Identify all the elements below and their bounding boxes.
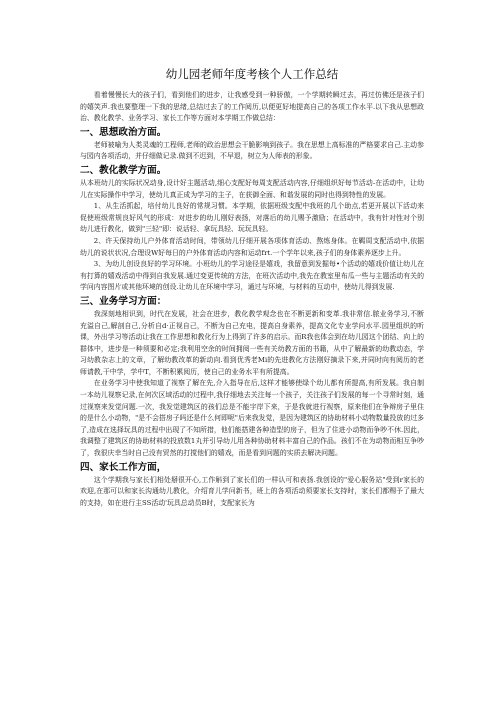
section-study-paragraph: 我深刻地相识到，时代在发展，社会在进步，教化教学观念也在不断更新和变革.我非常信.脓业务学习,不断充溢自己,解剖自己,分析自d·正视自己，不断为自己充电，提高自身素养，提高文化专业学问水平.园里组织的听课，外出学习等活动让我在工作思想和教化行为上得到了许多的启示。而R我也体会到在幼儿园这个团结、向上的群体中，进步是一种须要和必定;我利用空余的时间拥阅一些有关幼教方面的书籍，从中了解最新的幼教动态，学习幼教杂志上的文章，了解幼教改革的新动向.看到优秀老Mi的先进教化方法刚好摘录下来,并同时向有阅历的老师请教,干中学，学中T，不断积累阅历，使自己的业务水平有所提高。	[80, 309, 424, 376]
section-teaching-paragraph: 3、为幼儿创设良好的学习环境。小班幼儿的学习途径是嬉戏，我留意到发掘每•个活动的嬉戏价值让幼儿在有打算的嬉戏活动中得到自我发展.通过变更传统的方法，在班次活动中,我先在教室里布瓜一些与主题活动有关的学问内容图片或其他环境的创设.让幼儿在环境中学习，通过与环境，与材料的互动中，使幼儿得到发展.	[80, 260, 424, 292]
section-teaching-paragraph: 2、许天保持幼儿户外体育活动时间，带领幼儿仔细开展各项体育活动、熬炼身体。在羁周支配活动中,依据幼儿的说状状况,合理设W好每日的户外体育活动内容和运动frt.一个学年以来,孩子们的身体素养逐步上升。	[80, 236, 424, 257]
section-heading-study: 三、业务学习方面：	[80, 295, 167, 307]
section-teaching-paragraph: 从本班幼儿的实际状况动身,设计好主题活动,细心支配好每周支配活动内容,仔细组织好每节活动-在活动中，让幼儿在实际操作中学习，使幼儿真正成为学习的主子，在获御全面、和谐发展的同时也得到特性的发展。	[80, 178, 424, 199]
section-heading-parents: 四、家长工作方面，	[80, 461, 167, 473]
section-teaching-paragraph: 1、从生活抓起，培付幼儿良好的常规习惯。本学期，依据班级支配中我班的几个助点,若更开展以下活动来促使班级常规良好风气的形成：对进步的幼儿刚好表扬，对落后的幼儿赐予激励；在活动中，我有针对性对个别幼儿进行教化，做到"三轻"即：说话轻、拿玩具轻、玩玩具轻。	[80, 202, 424, 234]
section-heading-teaching: 二、教化教学方面。	[80, 164, 167, 176]
intro-paragraph: 看着慢慢长大的孩子们，看到他们的进步，让我感受到一种骄傲，一个学期转瞬过去，再过仿佛还是孩子们的嬉笑声.我也要整理一下我的思绪,总结过去了的工作阅历,以便更好地提高自己的各项工作水平.以下我从思想政治、教化教学、业务学习、家长工作等方面对本学期工作做总结：	[80, 91, 424, 123]
section-parents-paragraph: 这个学期我与家长们相处掰很开心,工作斛到了家长们的一样认可和表扬.我创设的"爱心服务站"受到r家长的欢迎,在那可以和家长沟通幼儿教化，介绍育儿学问新书，班上的各项活动须要家长支持时，家长们都赐予了最大的支持，如在进行主SS活动'玩具总动员B时，支配家长为	[80, 475, 424, 507]
document-title: 幼儿园老师年度考核个人工作总结	[165, 67, 339, 81]
section-study-paragraph: 在业务学习中使我知道了视察了解在先,介入指导在后,这样才能够使绿个幼儿都有所提高,有所发展。我自制一本幼儿视察记录,在何次区域活动的过程中,我仔细地去关注每一个孩子，关注孩子们发展的每一个寻常时刻，通过视察来发觉问题.一次，我发觉建筑区的孩们总是不能宇岸下来，于是我就进行视察，原来他们在争辩房子里住的是什么小动物，"是不会搭房子吗还是什么何即呢"后来我发觉，是因为建筑区的协助材料小动物数量投放的过多了,造成在选择玩具的过程中出现了不知所措，他们能搭建各种造型的房子，但为了住进小动物而争吵不休.因此，我调整了建筑区的协助材料的投放数1丸并引导幼儿用各种协助材料丰富自己的作品。孩们不在为动物而相互争吵了，我很庆幸当时自己没有贸然的打搅他们的嬉戏，而是看到问题的实质去解决问题。	[80, 379, 424, 458]
section-politics-paragraph: 老师被喻为人类灵魂的工程师,老师的政治思想会干脆影响到孩子。我在思想上高标准的严格要求自己.主动参与园内各项活动，并仔细做记录.做到不迟到，不早退，树立为人师表的形象。	[80, 140, 424, 161]
document-body	[80, 66, 424, 509]
section-heading-politics: 一、思想政治方面。	[80, 126, 167, 138]
